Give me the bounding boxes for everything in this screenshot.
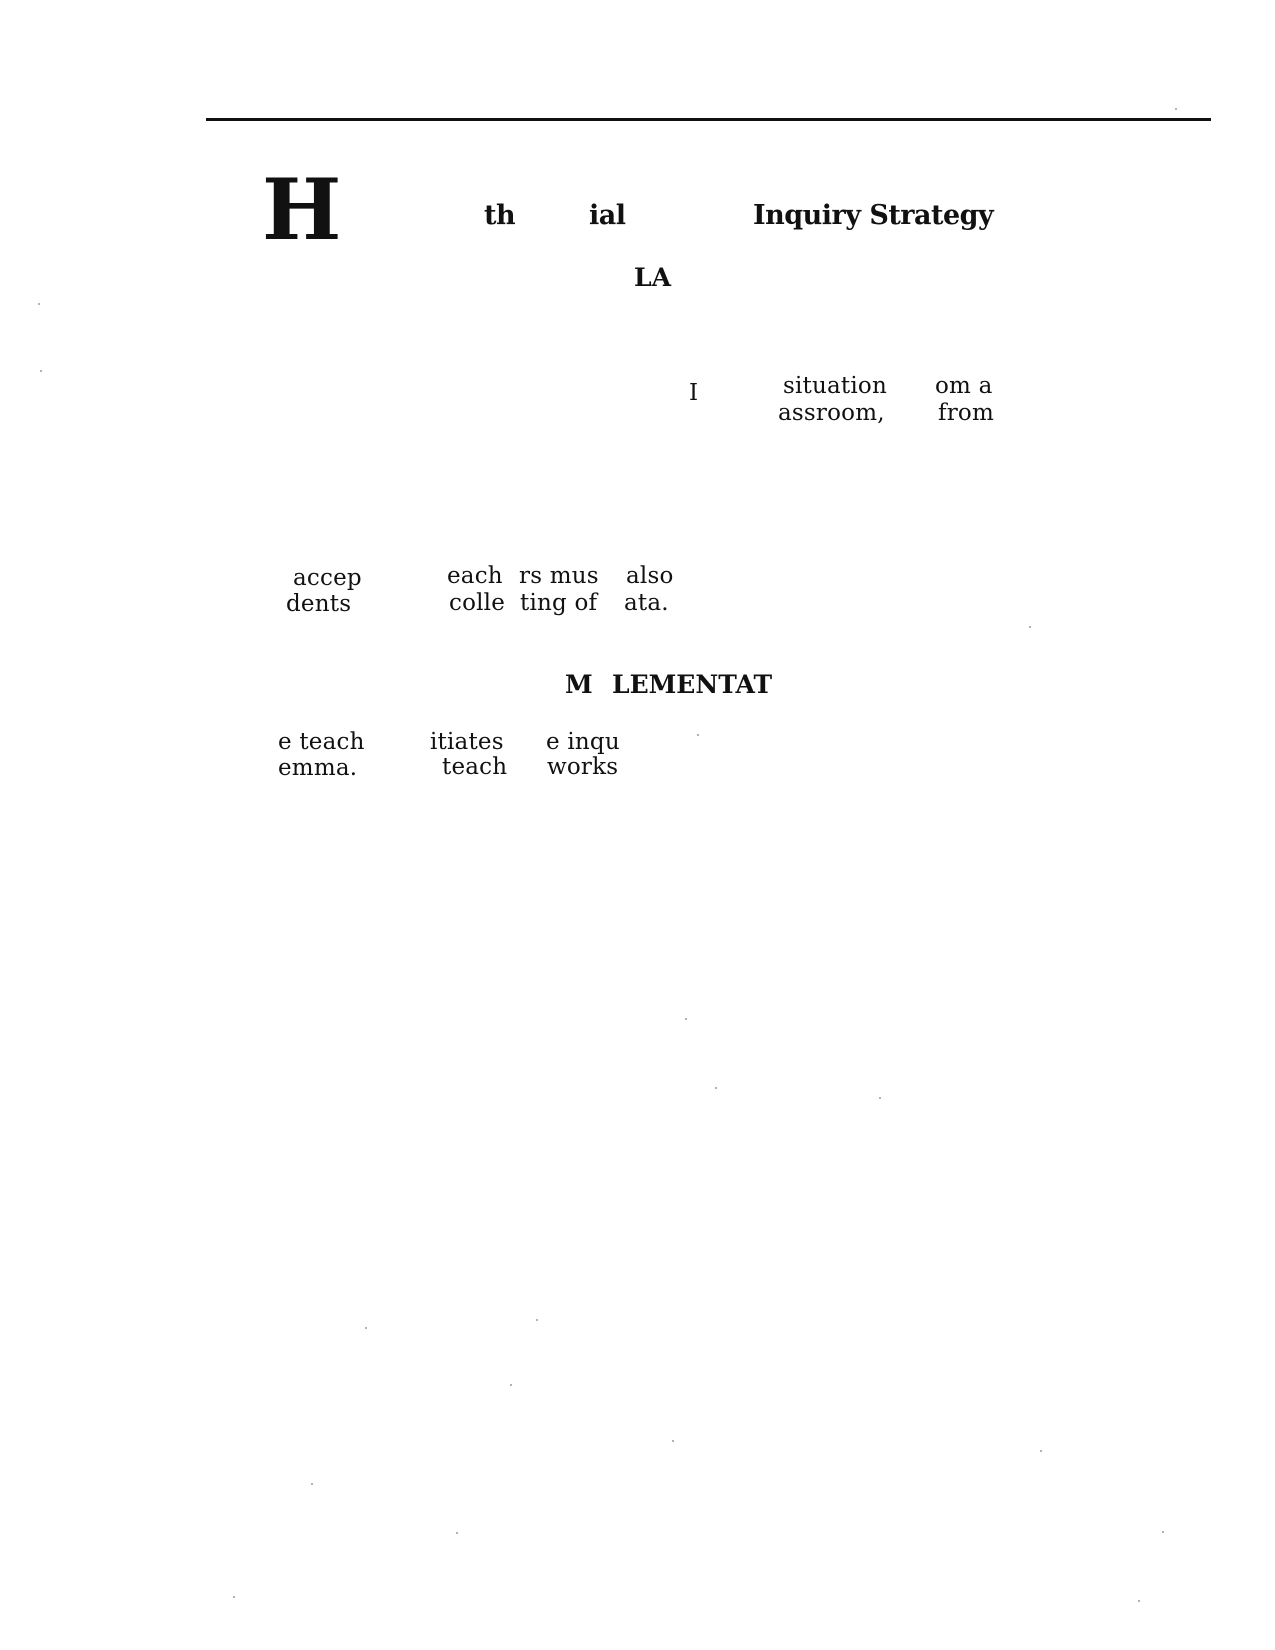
title-fragment: Inquiry Strategy	[753, 200, 994, 231]
text-fragment: situation	[783, 373, 887, 399]
drop-cap: H	[262, 160, 340, 259]
scan-speck	[510, 1384, 512, 1386]
text-fragment: teach	[442, 754, 508, 780]
scan-speck	[456, 1532, 458, 1534]
text-fragment: rs mus	[519, 563, 599, 589]
text-fragment: colle	[449, 590, 506, 616]
top-rule	[206, 118, 1211, 121]
scan-speck	[311, 1483, 313, 1485]
text-fragment: dents	[286, 591, 352, 617]
scan-speck	[38, 303, 40, 305]
scan-speck	[1175, 108, 1177, 110]
scan-speck	[1138, 1600, 1140, 1602]
title-fragment: ial	[589, 200, 626, 231]
text-fragment: ata.	[624, 590, 669, 616]
text-fragment: ting of	[520, 590, 598, 616]
text-fragment: itiates	[430, 729, 504, 755]
scan-speck	[1162, 1531, 1164, 1533]
section-heading-fragment: M	[565, 670, 593, 699]
text-fragment: also	[626, 563, 674, 589]
text-fragment: om a	[935, 373, 993, 399]
scan-speck	[365, 1327, 367, 1329]
title-fragment: th	[484, 200, 516, 231]
text-fragment: e teach	[278, 729, 365, 755]
text-fragment: from	[938, 400, 994, 426]
scan-speck	[233, 1596, 235, 1598]
scan-speck	[697, 734, 699, 736]
scan-speck	[1040, 1450, 1042, 1452]
text-fragment: assroom,	[778, 400, 885, 426]
text-fragment: each	[447, 563, 503, 589]
text-fragment: emma.	[278, 755, 358, 781]
text-fragment: works	[547, 754, 619, 780]
scan-speck	[685, 1018, 687, 1020]
scan-speck	[40, 370, 42, 372]
scan-speck	[715, 1087, 717, 1089]
text-fragment: accep	[293, 565, 362, 591]
scan-speck	[879, 1097, 881, 1099]
subheading: LA	[634, 263, 671, 292]
section-heading-fragment: LEMENTAT	[612, 670, 773, 699]
paragraph-marker: I	[689, 380, 699, 406]
scan-speck	[1029, 626, 1031, 628]
scan-speck	[672, 1440, 674, 1442]
text-fragment: e inqu	[546, 729, 620, 755]
scan-speck	[536, 1319, 538, 1321]
